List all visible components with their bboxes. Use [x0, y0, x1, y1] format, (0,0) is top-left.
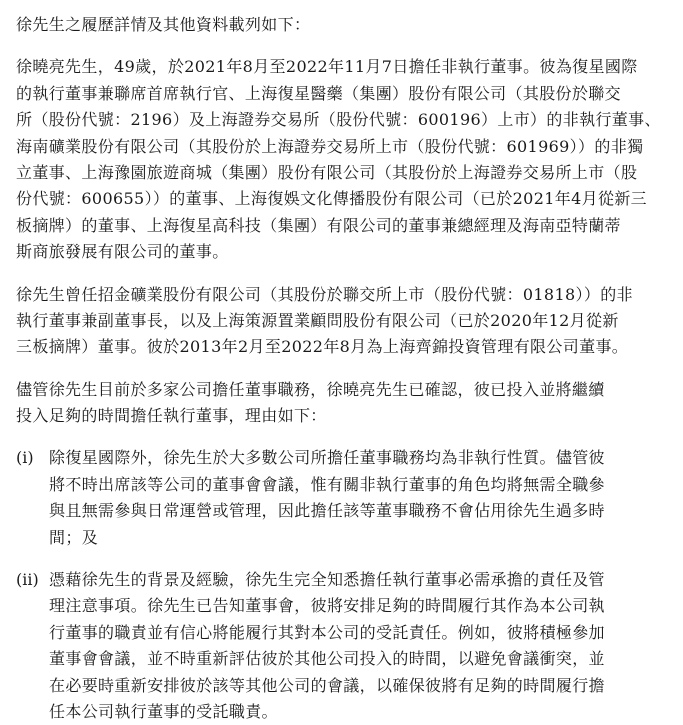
reason-item-ii [16, 567, 666, 725]
biography-paragraph [16, 54, 666, 265]
paragraph-line: 所（股份代號：2196）及上海證券交易所（股份代號：600196）上市）的非執行董事、 [16, 110, 661, 130]
item-line: 與且無需參與日常運營或管理，因此擔任該等董事職務不會佔用徐先生過多時 [49, 501, 605, 521]
paragraph-line: 三板摘牌）董事。彼於2013年2月至2022年8月為上海齊錦投資管理有限公司董事。 [16, 337, 629, 357]
item-line: 理注意事項。徐先生已告知董事會，彼將安排足夠的時間履行其作為本公司執 [49, 596, 605, 616]
intro-heading: 徐先生之履歷詳情及其他資料載列如下： [16, 15, 311, 34]
item-body [49, 445, 666, 551]
paragraph-line: 徐曉亮先生，49歲，於2021年8月至2022年11月7日擔任非執行董事。彼為復星國際 [16, 57, 638, 77]
paragraph-line: 海南礦業股份有限公司（其股份於上海證券交易所上市（股份代號：601969））的非獨 [16, 136, 644, 156]
paragraph-line: 板摘牌）的董事、上海復星高科技（集團）有限公司的董事兼總經理及海南亞特蘭蒂 [16, 215, 621, 235]
item-line: 在必要時重新安排彼於該等其他公司的會議，以確保彼將有足夠的時間履行擔 [49, 675, 605, 695]
item-line: 行董事的職責並有信心將能履行其對本公司的受託責任。例如，彼將積極參加 [49, 622, 605, 642]
item-line: 憑藉徐先生的背景及經驗，徐先生完全知悉擔任執行董事必需承擔的責任及管 [49, 570, 605, 590]
item-line: 任本公司執行董事的受託職責。 [49, 701, 278, 721]
paragraph-line: 的執行董事兼聯席首席執行官、上海復星醫藥（集團）股份有限公司（其股份於聯交 [16, 83, 621, 103]
paragraph-line: 斯商旅發展有限公司的董事。 [16, 242, 229, 262]
time-commitment-paragraph [16, 377, 666, 430]
item-line: 除復星國際外，徐先生於大多數公司所擔任董事職務均為非執行性質。儘管彼 [49, 448, 605, 468]
reason-item-i [16, 445, 666, 551]
paragraph-line: 份代號：600655））的董事、上海復娛文化傳播股份有限公司（已於2021年4月從新三 [16, 189, 648, 209]
item-line: 將不時出席該等公司的董事會會議，惟有關非執行董事的角色均將無需全職參 [49, 474, 605, 494]
paragraph-line: 立董事、上海豫園旅遊商城（集團）股份有限公司（其股份於上海證券交易所上市（股 [16, 162, 638, 182]
spacer [16, 429, 666, 445]
spacer [16, 361, 666, 377]
paragraph-line: 執行董事兼副董事長，以及上海策源置業顧問股份有限公司（已於2020年12月從新 [16, 310, 619, 330]
document-page [16, 0, 666, 725]
paragraph-line: 徐先生曾任招金礦業股份有限公司（其股份於聯交所上市（股份代號：01818））的非 [16, 284, 633, 304]
paragraph-line: 投入足夠的時間擔任執行董事，理由如下： [16, 406, 327, 426]
item-line: 董事會會議，並不時重新評估彼於其他公司投入的時間，以避免會議衝突，並 [49, 649, 605, 669]
item-marker: (i) [16, 448, 34, 468]
item-line: 間；及 [49, 527, 99, 547]
item-marker: (ii) [16, 570, 39, 590]
spacer [16, 266, 666, 282]
item-body [49, 567, 666, 725]
spacer [16, 38, 666, 54]
paragraph-line: 儘管徐先生目前於多家公司擔任董事職務，徐曉亮先生已確認，彼已投入並將繼續 [16, 379, 605, 399]
spacer [16, 551, 666, 567]
former-roles-paragraph [16, 282, 666, 361]
